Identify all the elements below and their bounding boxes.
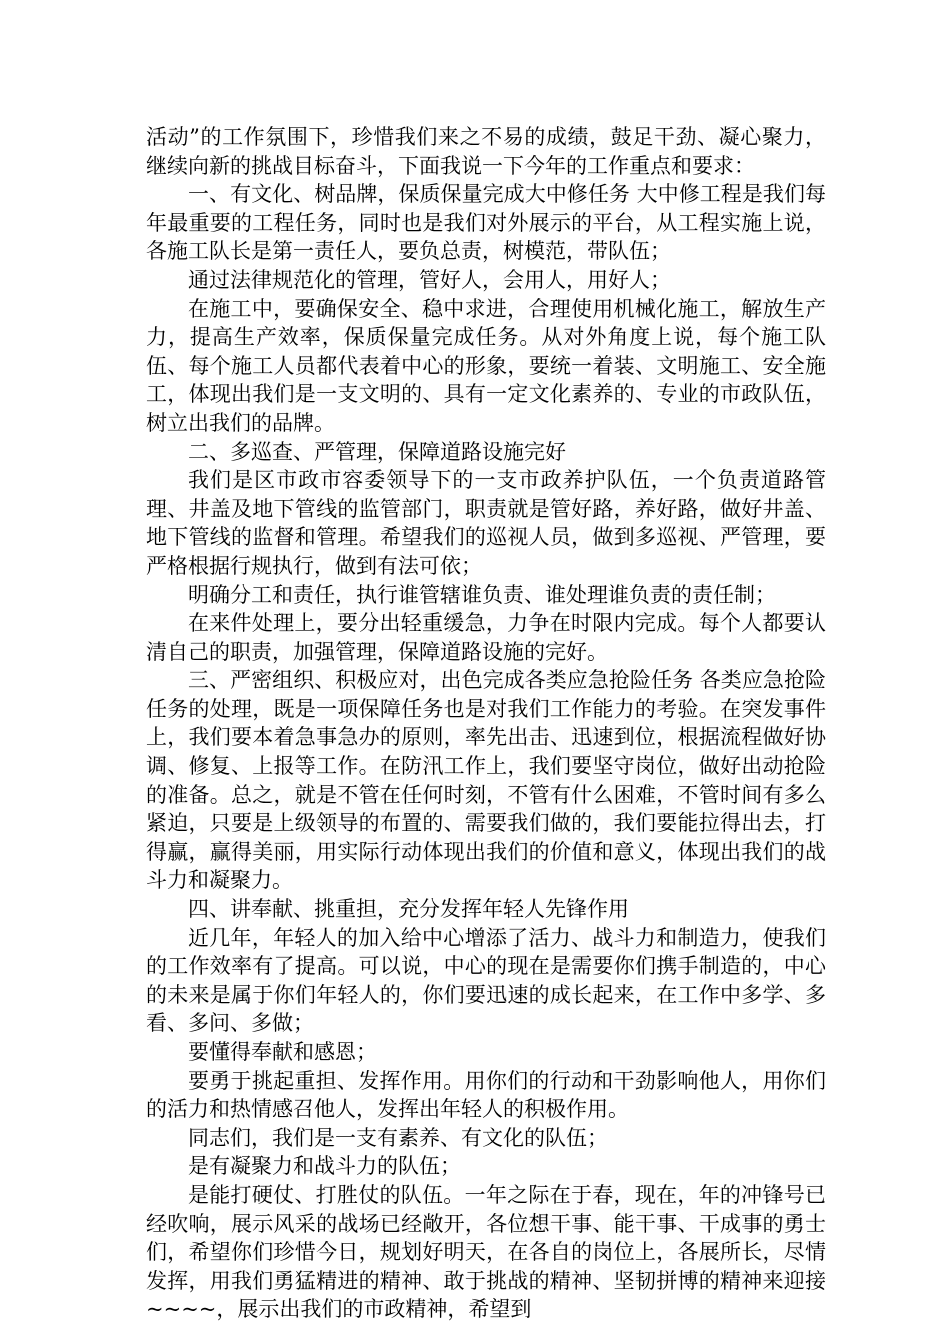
document-paragraph: 明确分工和责任，执行谁管辖谁负责、谁处理谁负责的责任制； — [188, 582, 776, 607]
document-paragraph: 是能打硬仗、打胜仗的队伍。一年之际在于春，现在，年的冲锋号已经吹响，展示风采的战场已经敞开，各位想干事、能干事、干成事的勇士们，希望你们珍惜今日，规划好明天，在各自的岗位上，各展所长，尽情发挥，用我们勇猛精进的精神、敢于挑战的精神、坚韧拼博的精神来迎接~~~~，展示出我们的市政精神，希望到 — [146, 1182, 826, 1322]
document-paragraph: 近几年，年轻人的加入给中心增添了活力、战斗力和制造力，使我们的工作效率有了提高。可以说，中心的现在是需要你们携手制造的，中心的未来是属于你们年轻人的，你们要迅速的成长起来，在工作中多学、多看、多问、多做； — [146, 925, 826, 1036]
document-paragraph: 要勇于挑起重担、发挥作用。用你们的行动和干劲影响他人，用你们的活力和热情感召他人，发挥出年轻人的积极作用。 — [146, 1068, 826, 1122]
document-paragraph: 我们是区市政市容委领导下的一支市政养护队伍，一个负责道路管理、井盖及地下管线的监管部门，职责就是管好路，养好路，做好井盖、地下管线的监督和管理。希望我们的巡视人员，做到多巡视、严管理，要严格根据行规执行，做到有法可依； — [146, 468, 826, 578]
document-page — [146, 123, 826, 1324]
document-paragraph: 在来件处理上，要分出轻重缓急，力争在时限内完成。每个人都要认清自己的职责，加强管理，保障道路设施的完好。 — [146, 611, 826, 664]
document-paragraph: 通过法律规范化的管理，管好人，会用人，用好人； — [188, 267, 671, 292]
document-paragraph: 三、严密组织、积极应对，出色完成各类应急抢险任务 各类应急抢险任务的处理，既是一项保障任务也是对我们工作能力的考验。在突发事件上，我们要本着急事急办的原则，率先出击、迅速到位，根据流程做好协调、修复、上报等工作。在防汛工作上，我们要坚守岗位，做好出动抢险的准备。总之，就是不管在任何时刻，不管有什么困难，不管时间有多么紧迫，只要是上级领导的布置的、需要我们做的，我们要能拉得出去，打得赢，赢得美丽，用实际行动体现出我们的价值和意义，体现出我们的战斗力和凝聚力。 — [146, 668, 826, 893]
document-paragraph: 二、多巡查、严管理，保障道路设施完好 — [188, 439, 566, 464]
document-paragraph: 一、有文化、树品牌，保质保量完成大中修任务 大中修工程是我们每年最重要的工程任务，同时也是我们对外展示的平台，从工程实施上说，各施工队长是第一责任人，要负总责，树模范，带队伍； — [146, 182, 826, 264]
document-paragraph: 要懂得奉献和感恩； — [188, 1040, 377, 1064]
document-paragraph: 同志们，我们是一支有素养、有文化的队伍； — [188, 1125, 608, 1150]
document-paragraph: 在施工中，要确保安全、稳中求进，合理使用机械化施工，解放生产力，提高生产效率，保质保量完成任务。从对外角度上说，每个施工队伍、每个施工人员都代表着中心的形象，要统一着装、文明施工、安全施工，体现出我们是一支文明的、具有一定文化素养的、专业的市政队伍，树立出我们的品牌。 — [146, 296, 826, 435]
document-paragraph: 活动”的工作氛围下，珍惜我们来之不易的成绩，鼓足干劲、凝心聚力，继续向新的挑战目标奋斗，下面我说一下今年的工作重点和要求： — [146, 125, 826, 178]
document-paragraph: 四、讲奉献、挑重担，充分发挥年轻人先锋作用 — [188, 897, 629, 922]
document-paragraph: 是有凝聚力和战斗力的队伍； — [188, 1154, 461, 1179]
